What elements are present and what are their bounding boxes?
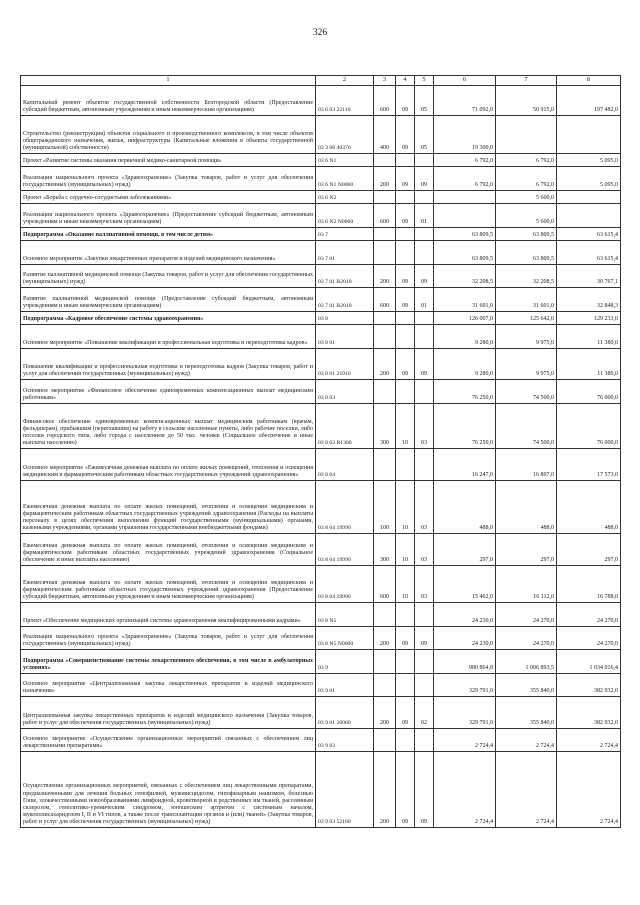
cell-expense-type: 300 [374, 403, 396, 449]
cell-amount-year-2: 16 112,0 [496, 565, 557, 603]
cell-subsection [415, 325, 434, 349]
cell-section [396, 449, 415, 481]
cell-subsection: 05 [415, 85, 434, 116]
cell-expense-type [374, 380, 396, 404]
cell-subsection [415, 380, 434, 404]
cell-target-code: 03 9 03 52160 [316, 752, 374, 828]
cell-amount-year-1: 63 809,5 [434, 227, 496, 241]
cell-amount-year-3: 1 034 016,4 [557, 650, 621, 674]
cell-subsection: 09 [415, 264, 434, 288]
column-header: 7 [496, 76, 557, 86]
cell-section: 09 [396, 697, 415, 729]
cell-section [396, 673, 415, 697]
cell-target-code: 03 9 [316, 650, 374, 674]
cell-amount-year-2: 9 975,0 [496, 325, 557, 349]
cell-subsection: 03 [415, 480, 434, 534]
cell-amount-year-3: 30 767,1 [557, 264, 621, 288]
cell-name: Осуществление организационных мероприятий, связанных с обеспечением лиц лекарственными препаратами, предназначенными для лечения больных гемофилией, муковисцидозом, гипофизарным нанизмом, болезнью Гоше, злокачественными новообразованиями лимфоидной, кроветворной и родственных им тканей, рассеянным склерозом, гемолитико-уремическим синдромом, юношеским артритом с системным началом, мукополисахаридозом I, II и VI типов, а также после трансплантации органов и (или) тканей» (Закупка товаров, работ и услуг для обеспечения государственных (муниципальных) нужд) [21, 752, 316, 828]
cell-subsection: 05 [415, 116, 434, 154]
cell-amount-year-2: 297,0 [496, 534, 557, 566]
cell-amount-year-3: 5 095,0 [557, 167, 621, 191]
budget-table [20, 75, 621, 828]
cell-expense-type: 400 [374, 116, 396, 154]
cell-target-code: 03 8 04 19990 [316, 565, 374, 603]
cell-name: Подпрограмма «Оказание паллиативной помощи, в том числе детям» [21, 227, 316, 241]
cell-amount-year-1: 16 247,0 [434, 449, 496, 481]
table-row [21, 348, 621, 380]
cell-amount-year-2: 63 809,5 [496, 241, 557, 265]
table-row [21, 116, 621, 154]
column-header: 8 [557, 76, 621, 86]
cell-amount-year-1: 6 792,0 [434, 153, 496, 167]
cell-amount-year-2: 1 006 893,5 [496, 650, 557, 674]
cell-amount-year-2: 16 897,0 [496, 449, 557, 481]
cell-expense-type: 600 [374, 288, 396, 312]
cell-amount-year-2: 74 500,0 [496, 403, 557, 449]
cell-section: 09 [396, 204, 415, 228]
column-header: 2 [316, 76, 374, 86]
cell-amount-year-3 [557, 190, 621, 204]
cell-section [396, 603, 415, 627]
cell-subsection [415, 603, 434, 627]
table-row [21, 227, 621, 241]
cell-amount-year-3: 197 482,0 [557, 85, 621, 116]
cell-subsection [415, 650, 434, 674]
cell-amount-year-3: 17 573,0 [557, 449, 621, 481]
cell-subsection: 03 [415, 403, 434, 449]
cell-subsection: 09 [415, 167, 434, 191]
table-header-row [21, 76, 621, 86]
cell-section: 09 [396, 116, 415, 154]
cell-target-code: 03 8 01 21010 [316, 348, 374, 380]
cell-expense-type [374, 153, 396, 167]
cell-section: 09 [396, 85, 415, 116]
table-row [21, 190, 621, 204]
cell-target-code: 03 8 01 [316, 325, 374, 349]
table-row [21, 752, 621, 828]
cell-amount-year-1 [434, 190, 496, 204]
cell-amount-year-1: 19 300,0 [434, 116, 496, 154]
cell-amount-year-2: 2 724,4 [496, 728, 557, 752]
cell-amount-year-3: 382 932,0 [557, 697, 621, 729]
column-header: 6 [434, 76, 496, 86]
cell-section [396, 241, 415, 265]
cell-amount-year-3: 63 615,4 [557, 241, 621, 265]
table-row [21, 697, 621, 729]
cell-amount-year-1: 329 791,0 [434, 673, 496, 697]
cell-expense-type [374, 311, 396, 325]
table-row [21, 325, 621, 349]
cell-subsection [415, 673, 434, 697]
cell-expense-type [374, 449, 396, 481]
table-row [21, 403, 621, 449]
cell-target-code: 03 9 03 [316, 728, 374, 752]
cell-section [396, 728, 415, 752]
column-header: 5 [415, 76, 434, 86]
table-row [21, 380, 621, 404]
cell-section [396, 325, 415, 349]
cell-section: 10 [396, 403, 415, 449]
table-row [21, 650, 621, 674]
table-row [21, 449, 621, 481]
cell-amount-year-2: 24 270,0 [496, 626, 557, 650]
cell-expense-type: 600 [374, 204, 396, 228]
cell-amount-year-1: 126 007,0 [434, 311, 496, 325]
cell-amount-year-3: 2 724,4 [557, 752, 621, 828]
table-row [21, 264, 621, 288]
cell-target-code: 03 9 01 [316, 673, 374, 697]
table-row [21, 728, 621, 752]
cell-amount-year-1: 15 462,0 [434, 565, 496, 603]
cell-name: Капитальный ремонт объектов государственной собственности Белгородской области (Предоставление субсидий бюджетным, автономным учреждениям и иным некоммерческим организациям) [21, 85, 316, 116]
cell-section: 09 [396, 626, 415, 650]
table-row [21, 85, 621, 116]
cell-amount-year-2: 2 724,4 [496, 752, 557, 828]
cell-target-code: 03 8 04 19990 [316, 480, 374, 534]
cell-amount-year-2: 488,0 [496, 480, 557, 534]
cell-name: Основное мероприятие «Централизованная закупка лекарственных препаратов и изделий медицинского назначения» [21, 673, 316, 697]
cell-name: Развитие паллиативной медицинской помощи (Предоставление субсидий бюджетным, автономным учреждениям и иным некоммерческим организациям) [21, 288, 316, 312]
cell-section: 10 [396, 565, 415, 603]
cell-amount-year-3: 76 000,0 [557, 380, 621, 404]
table-row [21, 153, 621, 167]
cell-target-code: 03 7 01 R2010 [316, 288, 374, 312]
cell-expense-type [374, 190, 396, 204]
cell-amount-year-1: 24 230,0 [434, 603, 496, 627]
cell-subsection [415, 153, 434, 167]
cell-amount-year-3 [557, 116, 621, 154]
cell-amount-year-3: 76 000,0 [557, 403, 621, 449]
cell-subsection [415, 728, 434, 752]
cell-amount-year-2 [496, 116, 557, 154]
cell-target-code: 03 7 01 R2010 [316, 264, 374, 288]
cell-amount-year-2: 74 500,0 [496, 380, 557, 404]
cell-name: Ежемесячная денежная выплата по оплате жилых помещений, отопления и освещения медицинским и фармацевтическим работникам областных государственных учреждений здравоохранения (Предоставление субсидий бюджетным, автономным учреждениям и иным некоммерческим организациям) [21, 565, 316, 603]
table-row [21, 311, 621, 325]
cell-subsection [415, 241, 434, 265]
cell-subsection [415, 449, 434, 481]
cell-name: Основное мероприятие «Финансовое обеспечение единовременных компенсационных выплат медицинским работникам» [21, 380, 316, 404]
cell-name: Повышение квалификации и профессиональная подготовка и переподготовка кадров (Закупка товаров, работ и услуг для обеспечения государственных (муниципальных) нужд) [21, 348, 316, 380]
cell-name: Подпрограмма «Кадровое обеспечение системы здравоохранения» [21, 311, 316, 325]
cell-amount-year-1: 71 092,0 [434, 85, 496, 116]
cell-section [396, 153, 415, 167]
cell-name: Основное мероприятие «Осуществление организационных мероприятий связанных с обеспечением лиц лекарственными препаратами» [21, 728, 316, 752]
cell-amount-year-3: 16 788,0 [557, 565, 621, 603]
cell-subsection: 02 [415, 697, 434, 729]
cell-target-code: 03 8 04 [316, 449, 374, 481]
cell-amount-year-2: 5 600,0 [496, 190, 557, 204]
cell-target-code: 03 7 [316, 227, 374, 241]
cell-amount-year-3 [557, 204, 621, 228]
cell-name: Развитие паллиативной медицинской помощи (Закупка товаров, работ и услуг для обеспечения государственных (муниципальных) нужд) [21, 264, 316, 288]
cell-amount-year-1: 297,0 [434, 534, 496, 566]
cell-section [396, 311, 415, 325]
cell-amount-year-3: 11 380,0 [557, 325, 621, 349]
cell-amount-year-1: 980 864,8 [434, 650, 496, 674]
cell-name: Реализация национального проекта «Здравоохранение» (Закупка товаров, работ и услуг для обеспечения государственных (муниципальных) нужд) [21, 167, 316, 191]
cell-target-code: 03 8 [316, 311, 374, 325]
table-row [21, 480, 621, 534]
cell-expense-type: 300 [374, 534, 396, 566]
cell-amount-year-1: 76 250,0 [434, 380, 496, 404]
cell-target-code: 03 6 N2 N0000 [316, 204, 374, 228]
cell-subsection: 01 [415, 204, 434, 228]
cell-target-code: 03 8 03 R1380 [316, 403, 374, 449]
cell-amount-year-2: 31 601,0 [496, 288, 557, 312]
cell-amount-year-3: 11 380,0 [557, 348, 621, 380]
cell-amount-year-2: 24 270,0 [496, 603, 557, 627]
cell-section [396, 227, 415, 241]
cell-amount-year-2: 355 840,0 [496, 697, 557, 729]
cell-name: Финансовое обеспечение единовременных компенсационных выплат медицинским работникам (врачам, фельдшерам), прибывшим (переехавшим) на работу в сельские населенные пункты, либо рабочие поселки, либо поселки городского типа, либо города с населением до 50 тыс. человек (Социальное обеспечение и иные выплаты населению) [21, 403, 316, 449]
table-row [21, 288, 621, 312]
cell-subsection [415, 190, 434, 204]
cell-name: Подпрограмма «Совершенствование системы лекарственного обеспечения, в том числе в амбулаторных условиях» [21, 650, 316, 674]
cell-expense-type [374, 241, 396, 265]
cell-name: Ежемесячная денежная выплата по оплате жилых помещений, отопления и освещения медицинским и фармацевтическим работникам областных государственных учреждений здравоохранения (Расходы на выплаты персоналу в целях обеспечения выполнения функций государственными (муниципальными) органами, казенными учреждениями, органами управления государственными внебюджетными фондами) [21, 480, 316, 534]
cell-amount-year-1: 32 208,5 [434, 264, 496, 288]
cell-target-code: 03 8 04 19990 [316, 534, 374, 566]
cell-name: Проект «Развитие системы оказания первичной медико-санитарной помощи» [21, 153, 316, 167]
cell-subsection: 03 [415, 565, 434, 603]
table-row [21, 673, 621, 697]
cell-name: Основное мероприятие «Закупки лекарственных препаратов и изделий медицинского назначения» [21, 241, 316, 265]
cell-target-code: 03 3 08 40370 [316, 116, 374, 154]
cell-amount-year-1: 24 230,0 [434, 626, 496, 650]
cell-amount-year-1: 2 724,4 [434, 752, 496, 828]
cell-amount-year-1: 9 280,0 [434, 325, 496, 349]
cell-name: Строительство (реконструкция) объектов социального и производственного комплексов, в том числе объектов общегражданского назначения, жилья, инфраструктуры (Капитальные вложения в объекты государственной (муниципальной) собственности) [21, 116, 316, 154]
cell-amount-year-1: 329 791,0 [434, 697, 496, 729]
cell-target-code: 03 6 N2 [316, 190, 374, 204]
cell-amount-year-3: 24 270,0 [557, 626, 621, 650]
cell-target-code: 03 8 N5 [316, 603, 374, 627]
cell-amount-year-1: 31 601,0 [434, 288, 496, 312]
cell-amount-year-2: 125 642,0 [496, 311, 557, 325]
cell-expense-type [374, 673, 396, 697]
cell-amount-year-3: 129 233,0 [557, 311, 621, 325]
column-header: 1 [21, 76, 316, 86]
cell-amount-year-3: 5 095,0 [557, 153, 621, 167]
cell-amount-year-2: 5 600,0 [496, 204, 557, 228]
cell-section: 09 [396, 264, 415, 288]
cell-target-code: 03 6 N1 [316, 153, 374, 167]
cell-section: 10 [396, 480, 415, 534]
cell-amount-year-1: 6 792,0 [434, 167, 496, 191]
cell-target-code: 03 6 N1 N0000 [316, 167, 374, 191]
cell-name: Реализация национального проекта «Здравоохранение» (Предоставление субсидий бюджетным, автономным учреждениям и иным некоммерческим организациям) [21, 204, 316, 228]
cell-amount-year-2: 9 975,0 [496, 348, 557, 380]
cell-amount-year-3: 488,0 [557, 480, 621, 534]
cell-subsection: 09 [415, 752, 434, 828]
page-number: 326 [312, 28, 328, 38]
cell-expense-type: 200 [374, 752, 396, 828]
cell-amount-year-1: 488,0 [434, 480, 496, 534]
cell-expense-type [374, 650, 396, 674]
cell-subsection: 09 [415, 626, 434, 650]
cell-amount-year-2: 32 208,5 [496, 264, 557, 288]
cell-amount-year-1: 9 280,0 [434, 348, 496, 380]
cell-amount-year-1 [434, 204, 496, 228]
cell-amount-year-3: 63 615,4 [557, 227, 621, 241]
table-row [21, 204, 621, 228]
cell-expense-type: 600 [374, 85, 396, 116]
cell-section: 09 [396, 752, 415, 828]
cell-section: 10 [396, 534, 415, 566]
cell-amount-year-2: 50 915,0 [496, 85, 557, 116]
table-row [21, 565, 621, 603]
cell-amount-year-2: 355 840,0 [496, 673, 557, 697]
cell-subsection [415, 227, 434, 241]
cell-amount-year-3: 24 270,0 [557, 603, 621, 627]
cell-target-code: 03 7 01 [316, 241, 374, 265]
cell-target-code: 03 8 03 [316, 380, 374, 404]
cell-subsection [415, 311, 434, 325]
cell-amount-year-1: 76 250,0 [434, 403, 496, 449]
cell-amount-year-3: 297,0 [557, 534, 621, 566]
cell-section [396, 190, 415, 204]
cell-name: Основное мероприятие «Повышение квалификации и профессиональная подготовка и переподготовка кадров» [21, 325, 316, 349]
cell-name: Ежемесячная денежная выплата по оплате жилых помещений, отопления и освещения медицинским и фармацевтическим работникам областных государственных учреждений здравоохранения (Социальное обеспечение и иные выплаты населению) [21, 534, 316, 566]
table-row [21, 626, 621, 650]
cell-expense-type [374, 227, 396, 241]
cell-section [396, 650, 415, 674]
cell-expense-type: 200 [374, 167, 396, 191]
cell-section [396, 380, 415, 404]
cell-subsection: 03 [415, 534, 434, 566]
table-row [21, 603, 621, 627]
cell-amount-year-3: 32 848,3 [557, 288, 621, 312]
cell-amount-year-2: 6 792,0 [496, 153, 557, 167]
cell-amount-year-1: 63 809,5 [434, 241, 496, 265]
table-row [21, 167, 621, 191]
table-row [21, 241, 621, 265]
cell-expense-type: 600 [374, 565, 396, 603]
cell-amount-year-2: 6 792,0 [496, 167, 557, 191]
cell-section: 09 [396, 167, 415, 191]
cell-amount-year-2: 63 809,5 [496, 227, 557, 241]
cell-expense-type: 200 [374, 626, 396, 650]
column-header: 4 [396, 76, 415, 86]
cell-section: 09 [396, 348, 415, 380]
cell-expense-type [374, 728, 396, 752]
cell-amount-year-3: 382 932,0 [557, 673, 621, 697]
cell-name: Основное мероприятие «Ежемесячная денежная выплата по оплате жилых помещений, отопления и освещения медицинским и фармацевтическим работникам областных государственных учреждений здравоохранения» [21, 449, 316, 481]
cell-amount-year-3: 2 724,4 [557, 728, 621, 752]
cell-name: Централизованная закупка лекарственных препаратов и изделий медицинского назначения (Закупка товаров, работ и услуг для обеспечения государственных (муниципальных) нужд) [21, 697, 316, 729]
cell-name: Проект «Борьба с сердечно-сосудистыми заболеваниями» [21, 190, 316, 204]
cell-name: Проект «Обеспечение медицинских организаций системы здравоохранения квалифицированными кадрами» [21, 603, 316, 627]
cell-subsection: 01 [415, 288, 434, 312]
cell-amount-year-1: 2 724,4 [434, 728, 496, 752]
cell-section: 09 [396, 288, 415, 312]
cell-expense-type: 100 [374, 480, 396, 534]
cell-expense-type [374, 603, 396, 627]
cell-expense-type: 200 [374, 697, 396, 729]
cell-subsection: 09 [415, 348, 434, 380]
cell-name: Реализация национального проекта «Здравоохранение» (Закупка товаров, работ и услуг для обеспечения государственных (муниципальных) нужд) [21, 626, 316, 650]
table-row [21, 534, 621, 566]
cell-target-code: 03 9 01 20060 [316, 697, 374, 729]
cell-expense-type [374, 325, 396, 349]
cell-target-code: 03 6 03 22110 [316, 85, 374, 116]
column-header: 3 [374, 76, 396, 86]
cell-expense-type: 200 [374, 348, 396, 380]
cell-target-code: 03 8 N5 N0000 [316, 626, 374, 650]
cell-expense-type: 200 [374, 264, 396, 288]
